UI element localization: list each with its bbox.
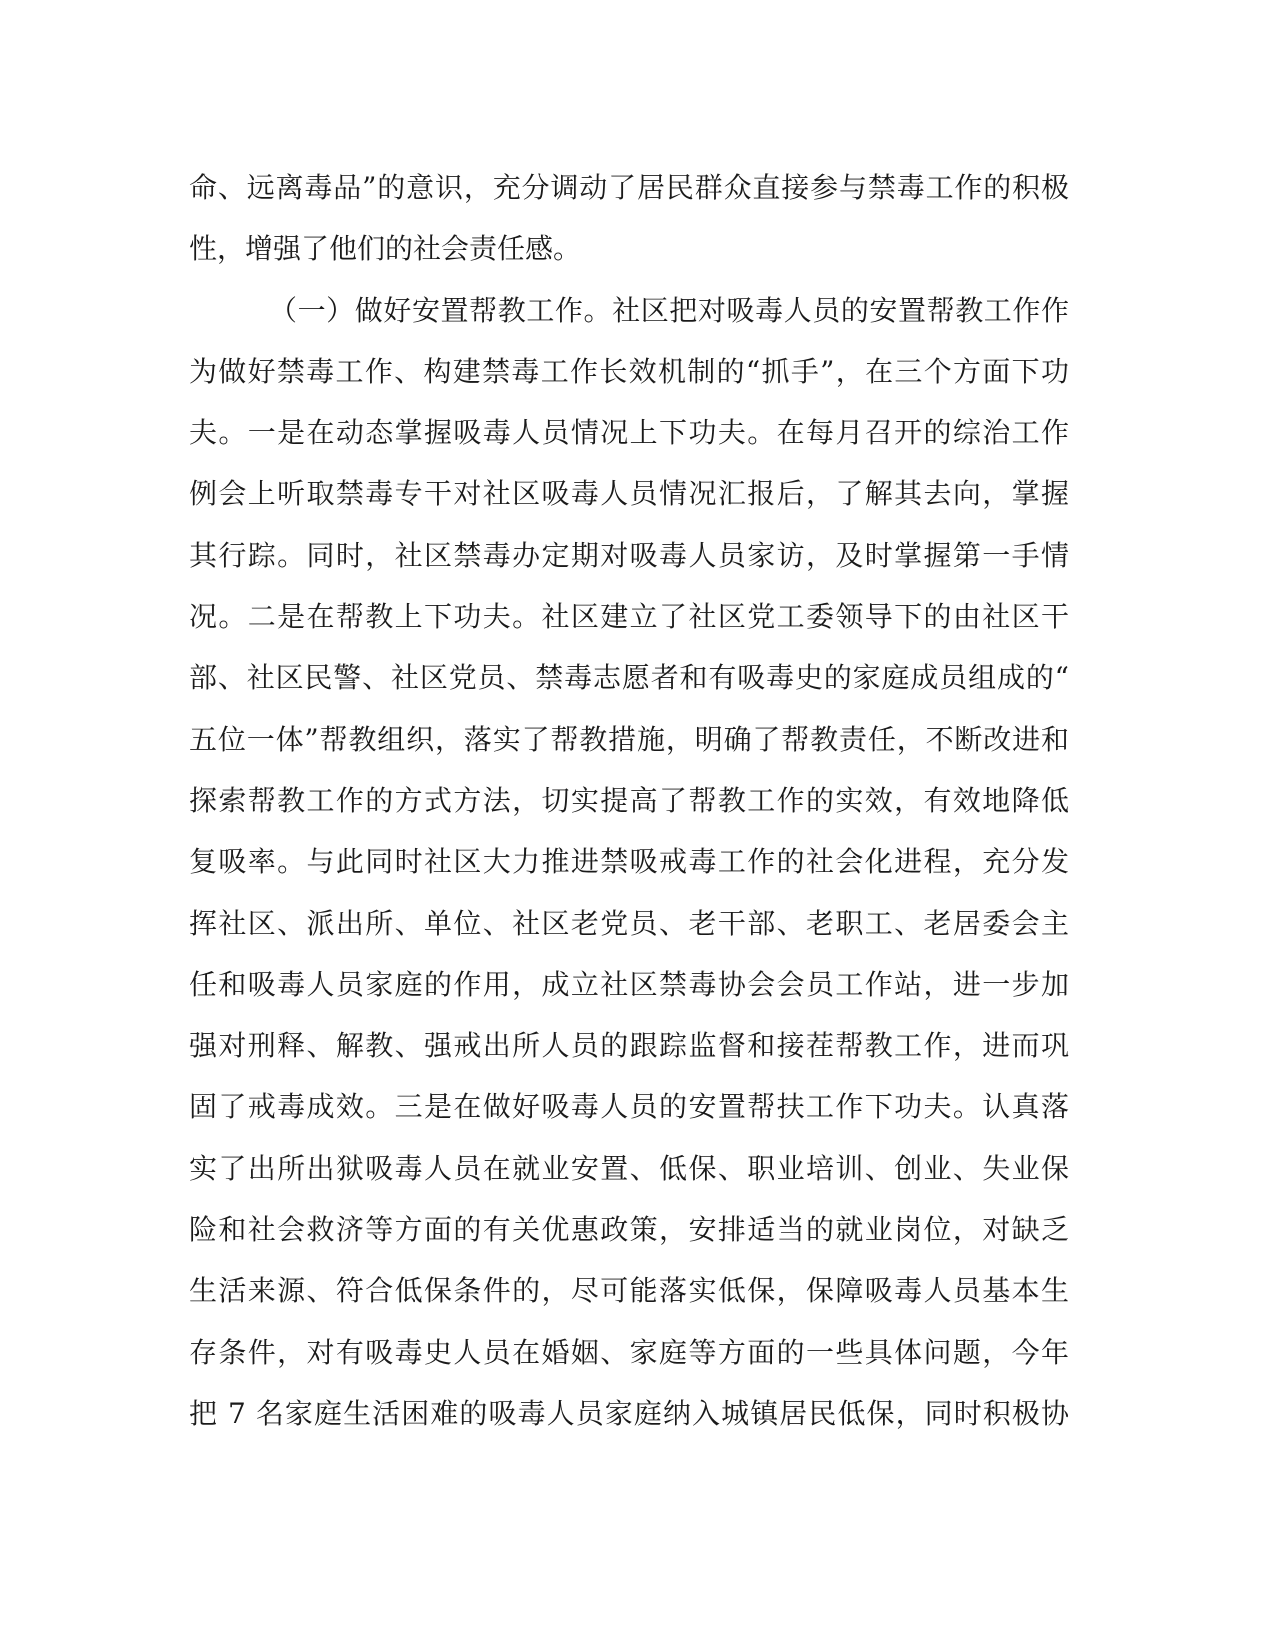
body-text <box>189 157 1069 1444</box>
text-line: 五位一体”帮教组织，落实了帮教措施，明确了帮教责任，不断改进和 <box>189 722 1069 756</box>
text-line: 复吸率。与此同时社区大力推进禁吸戒毒工作的社会化进程，充分发 <box>189 845 1069 879</box>
text-line: 把 7 名家庭生活困难的吸毒人员家庭纳入城镇居民低保，同时积极协 <box>189 1396 1069 1430</box>
text-line: 探索帮教工作的方式方法，切实提高了帮教工作的实效，有效地降低 <box>189 783 1069 817</box>
text-line: 况。二是在帮教上下功夫。社区建立了社区党工委领导下的由社区干 <box>189 600 1069 634</box>
text-line: 性，增强了他们的社会责任感。 <box>189 232 582 266</box>
text-line: 夫。一是在动态掌握吸毒人员情况上下功夫。在每月召开的综治工作 <box>189 416 1069 450</box>
text-line: 固了戒毒成效。三是在做好吸毒人员的安置帮扶工作下功夫。认真落 <box>189 1090 1069 1124</box>
text-line: 命、远离毒品”的意识，充分调动了居民群众直接参与禁毒工作的积极 <box>189 171 1069 204</box>
text-line: 实了出所出狱吸毒人员在就业安置、低保、职业培训、创业、失业保 <box>189 1151 1069 1185</box>
text-line: 例会上听取禁毒专干对社区吸毒人员情况汇报后，了解其去向，掌握 <box>189 477 1069 511</box>
text-line: 其行踪。同时，社区禁毒办定期对吸毒人员家访，及时掌握第一手情 <box>189 538 1069 572</box>
paragraph-heading-line: （一）做好安置帮教工作。社区把对吸毒人员的安置帮教工作作 <box>269 293 1069 327</box>
text-line: 为做好禁毒工作、构建禁毒工作长效机制的“抓手”，在三个方面下功 <box>189 354 1069 388</box>
text-line: 部、社区民警、社区党员、禁毒志愿者和有吸毒史的家庭成员组成的“ <box>189 661 1069 695</box>
text-line: 险和社会救济等方面的有关优惠政策，安排适当的就业岗位，对缺乏 <box>189 1213 1069 1247</box>
text-line: 任和吸毒人员家庭的作用，成立社区禁毒协会会员工作站，进一步加 <box>189 967 1069 1001</box>
text-line: 存条件，对有吸毒史人员在婚姻、家庭等方面的一些具体问题，今年 <box>189 1335 1069 1369</box>
text-line: 挥社区、派出所、单位、社区老党员、老干部、老职工、老居委会主 <box>189 906 1069 940</box>
text-line: 强对刑释、解教、强戒出所人员的跟踪监督和接茬帮教工作，进而巩 <box>189 1029 1069 1063</box>
text-line: 生活来源、符合低保条件的，尽可能落实低保，保障吸毒人员基本生 <box>189 1274 1069 1308</box>
